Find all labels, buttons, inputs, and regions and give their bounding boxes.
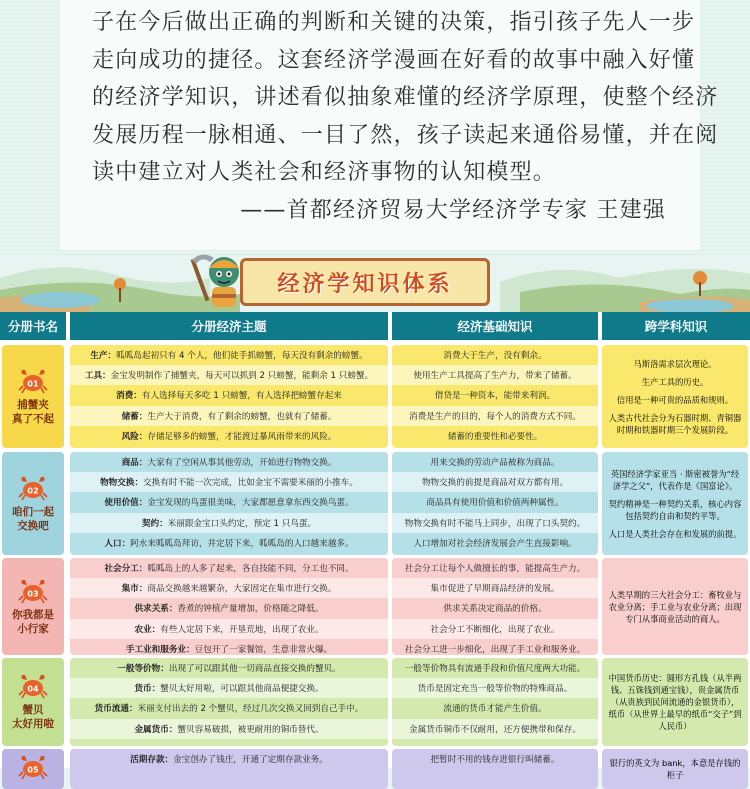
basic-knowledge-row: 把暂时不用的钱存进银行叫储蓄。 <box>430 755 560 766</box>
quote-line-5: 读中建立对人类社会和经济事物的认知模型。 <box>92 160 557 185</box>
theme-key: 货币： <box>134 684 161 695</box>
section-number: 01 <box>27 379 39 388</box>
theme-row <box>70 452 388 472</box>
theme-value: 阿水来呱呱岛拜访，并定居下来，呱呱岛的人口越来越多。 <box>130 538 354 549</box>
quote-background <box>0 0 750 258</box>
basic-knowledge-cell <box>392 658 598 746</box>
theme-row <box>70 492 388 512</box>
theme-value: 金宝发现的鸟蛋很美味，大家都愿意拿东西交换鸟蛋。 <box>147 498 354 509</box>
theme-key: 农业： <box>134 624 161 635</box>
quote-line-2: 走向成功的捷径。这套经济学漫画在好看的故事中融入好懂 <box>92 47 696 73</box>
theme-row <box>70 658 388 678</box>
interdisciplinary-item: 马斯洛需求层次理论。 <box>633 358 717 369</box>
section-01 <box>0 345 750 448</box>
theme-key: 金属货币： <box>134 724 178 735</box>
theme-value: 豆包开了一家餐馆，生意非常火爆。 <box>194 644 333 655</box>
theme-row <box>70 619 388 639</box>
theme-row <box>70 719 388 739</box>
crab-icon <box>19 475 47 501</box>
knowledge-table <box>0 312 750 780</box>
theme-row <box>70 426 388 446</box>
section-number: 03 <box>27 589 39 598</box>
interdisciplinary-item: 信用是一种可贵的品质和规则。 <box>616 394 734 405</box>
theme-value: 米丽支付出去的 2 个蟹贝，经过几次交换又回到自己手中。 <box>137 704 364 715</box>
section-number: 04 <box>27 684 39 694</box>
theme-value: 香煮的钟植产量增加，价格随之降低。 <box>177 604 324 615</box>
basic-knowledge-cell <box>392 749 598 789</box>
theme-key: 储蓄： <box>121 411 148 422</box>
section-label <box>2 345 64 448</box>
theme-key: 契约： <box>141 518 168 529</box>
section-book-name: 捕蟹夹 真了不起 <box>12 398 54 425</box>
theme-cell <box>70 345 388 448</box>
interdisciplinary-item: 英国经济学家亚当 · 斯密被誉为“经济学之父”，代表作是《国富论》。 <box>610 468 740 491</box>
basic-knowledge-row: 社会分工进一步细化，出现了手工业和服务业。 <box>404 644 586 655</box>
theme-key: 集市： <box>121 584 148 595</box>
theme-key: 人口： <box>104 538 131 549</box>
header-basic-knowledge: 经济基础知识 <box>392 312 598 340</box>
basic-knowledge-row: 储蓄的重要性和必要性。 <box>447 431 543 442</box>
theme-row <box>70 365 388 385</box>
section-label <box>2 452 64 555</box>
theme-row <box>70 578 388 598</box>
theme-row <box>70 513 388 533</box>
section-03 <box>0 558 750 655</box>
basic-knowledge-row: 流通的货币才能产生价值。 <box>443 704 547 715</box>
quote-line-4: 发展历程一脉相通、一目了然，孩子读起来通俗易懂，并在阅 <box>92 122 719 148</box>
header-interdisciplinary: 跨学科知识 <box>602 312 750 340</box>
theme-row <box>70 698 388 718</box>
theme-value: 米丽跟金宝口头约定，预定 1 只鸟蛋。 <box>167 518 317 529</box>
theme-value: 生产大于消费，有了剩余的螃蟹，也就有了储蓄。 <box>147 411 337 422</box>
crab-icon <box>19 578 47 604</box>
theme-cell <box>70 658 388 746</box>
crab-icon <box>19 673 47 699</box>
interdisciplinary-item: 中国货币历史：圆形方孔钱（从半两钱、五铢钱到通宝钱），贵金属货币（从贵族到民间流通的金银货币），纸币（从世界上最早的纸币“交子”到人民币） <box>608 673 742 731</box>
theme-value: 呱呱岛起初只有 4 个人，他们徒手抓螃蟹，每天没有剩余的螃蟹。 <box>116 351 368 362</box>
basic-knowledge-row: 人口增加对社会经济发展会产生直接影响。 <box>413 538 577 549</box>
section-05 <box>0 749 750 789</box>
interdisciplinary-item: 人类早期的三大社会分工：畜牧业与农业分离；手工业与农业分离；出现专门从事商业活动的商人。 <box>608 589 742 624</box>
quote-card <box>60 0 719 250</box>
theme-value: 商品交换越来越繁杂，大家固定在集市进行交换。 <box>147 584 337 595</box>
crab-icon <box>19 754 47 780</box>
theme-value: 交换有时不能一次完成，比如金宝不需要米丽的小推车。 <box>143 478 358 489</box>
basic-knowledge-cell <box>392 558 598 655</box>
theme-key: 一般等价物： <box>117 664 169 675</box>
theme-value: 金宝发明制作了捕蟹夹，每天可以抓到 2 只螃蟹，能剩余 1 只螃蟹。 <box>110 371 374 382</box>
basic-knowledge-row: 集市促进了早期商品经济的发展。 <box>392 578 598 598</box>
basic-knowledge-row: 一般等价物具有流通手段和价值尺度两大功能。 <box>404 664 586 675</box>
interdisciplinary-cell <box>602 452 748 555</box>
theme-row <box>70 406 388 426</box>
basic-knowledge-row: 物物交换有时不能马上同步，出现了口头契约。 <box>392 513 598 533</box>
theme-key: 供求关系： <box>134 604 178 615</box>
crab-icon <box>19 368 47 394</box>
section-book-name: 你我都是 小行家 <box>12 608 54 635</box>
theme-value: 金宝创办了钱庄，开通了定期存款业务。 <box>173 755 328 766</box>
theme-key: 物物交换： <box>100 478 144 489</box>
theme-cell <box>70 558 388 655</box>
knowledge-system-title <box>240 258 490 306</box>
theme-key: 风险： <box>121 431 148 442</box>
basic-knowledge-row: 社会分工不断细化，出现了农业。 <box>392 619 598 639</box>
theme-value: 存储足够多的螃蟹，才能渡过暴风雨带来的风险。 <box>147 431 337 442</box>
theme-cell <box>70 452 388 555</box>
theme-row <box>70 472 388 492</box>
theme-key: 使用价值： <box>104 498 148 509</box>
header-book-title: 分册书名 <box>0 312 66 340</box>
section-book-name: 咱们一起 交换吧 <box>12 505 54 532</box>
theme-value: 蟹贝太好用啦，可以跟其他商品便捷交换。 <box>160 684 324 695</box>
theme-key: 商品： <box>121 458 148 469</box>
theme-row <box>70 345 388 365</box>
quote-line-1: 子在今后做出正确的判断和关键的决策，指引孩子先人一步 <box>92 10 696 35</box>
theme-row <box>70 385 388 405</box>
theme-key: 货币流通： <box>94 704 138 715</box>
theme-value: 呱呱岛上的人多了起来，各自技能不同，分工也不同。 <box>147 564 354 575</box>
theme-row <box>70 639 388 659</box>
basic-knowledge-row: 消费大于生产，没有剩余。 <box>443 351 547 362</box>
basic-knowledge-cell <box>392 452 598 555</box>
section-label <box>2 749 64 789</box>
section-book-name: 蟹贝 太好用啦 <box>12 704 54 730</box>
interdisciplinary-item: 生产工具的历史。 <box>641 376 709 387</box>
section-number: 02 <box>27 486 39 495</box>
section-02 <box>0 452 750 555</box>
basic-knowledge-row: 借贷是一种资本，能带来利润。 <box>434 391 556 402</box>
interdisciplinary-cell <box>602 658 748 746</box>
basic-knowledge-row: 供求关系决定商品的价格。 <box>443 604 547 615</box>
section-label <box>2 658 64 746</box>
interdisciplinary-cell <box>602 749 748 789</box>
theme-value: 有人选择每天多吃 1 只螃蟹，有人选择把螃蟹存起来 <box>141 391 342 402</box>
theme-cell <box>70 749 388 789</box>
basic-knowledge-row: 金属货币铜币不仅耐用，还方便携带和保存。 <box>392 719 598 739</box>
theme-row <box>70 678 388 698</box>
interdisciplinary-item: 银行的英文为 bank，本意是存钱的柜子 <box>609 758 741 780</box>
theme-key: 工具： <box>84 371 111 382</box>
theme-row <box>70 598 388 618</box>
theme-key: 社会分工： <box>104 564 148 575</box>
theme-key: 手工业和服务业： <box>125 644 195 655</box>
interdisciplinary-cell <box>602 558 748 655</box>
theme-value: 出现了可以跟其他一切商品直接交换的蟹贝。 <box>168 664 341 675</box>
section-number: 05 <box>27 765 39 775</box>
basic-knowledge-row: 物物交换的前提是商品对双方都有用。 <box>392 472 598 492</box>
theme-row <box>70 558 388 578</box>
basic-knowledge-row: 用来交换的劳动产品被称为商品。 <box>430 458 560 469</box>
basic-knowledge-row: 商品具有使用价值和价值两种属性。 <box>426 498 564 509</box>
interdisciplinary-item: 契约精神是一种契约关系，核心内容包括契约自由和契约平等。 <box>608 498 742 521</box>
title-text: 经济学知识体系 <box>277 271 453 297</box>
theme-value: 有些人定居下来，开垦荒地，出现了农业。 <box>160 624 324 635</box>
theme-row <box>70 749 388 769</box>
theme-key: 消费： <box>116 391 142 402</box>
basic-knowledge-cell <box>392 345 598 448</box>
interdisciplinary-item: 人类古代社会分为石器时期、青铜器时期和铁器时期三个发展阶段。 <box>608 412 742 435</box>
theme-value: 蟹贝容易破损，被更耐用的铜币替代。 <box>177 724 324 735</box>
theme-key: 活期存款： <box>130 755 174 766</box>
basic-knowledge-row: 消费是生产的目的，每个人的消费方式不同。 <box>392 406 598 426</box>
quote-signature: ——首都经济贸易大学经济学专家 王建强 <box>240 197 666 223</box>
interdisciplinary-cell <box>602 345 748 448</box>
basic-knowledge-row: 使用生产工具提高了生产力，带来了储蓄。 <box>392 365 598 385</box>
section-label <box>2 558 64 655</box>
theme-row <box>70 533 388 553</box>
basic-knowledge-row: 货币是固定充当一般等价物的特殊商品。 <box>392 678 598 698</box>
quote-line-3: 的经济学知识，讲述看似抽象难懂的经济学原理，使整个经济 <box>92 85 719 110</box>
basic-knowledge-row: 社会分工让每个人做擅长的事，能提高生产力。 <box>404 564 586 575</box>
interdisciplinary-item: 人口是人类社会存在和发展的前提。 <box>608 528 742 539</box>
header-economic-theme: 分册经济主题 <box>70 312 388 340</box>
section-04 <box>0 658 750 746</box>
theme-key: 生产： <box>90 351 117 362</box>
theme-value: 大家有了空闲从事其他劳动，开始进行物物交换。 <box>147 458 337 469</box>
